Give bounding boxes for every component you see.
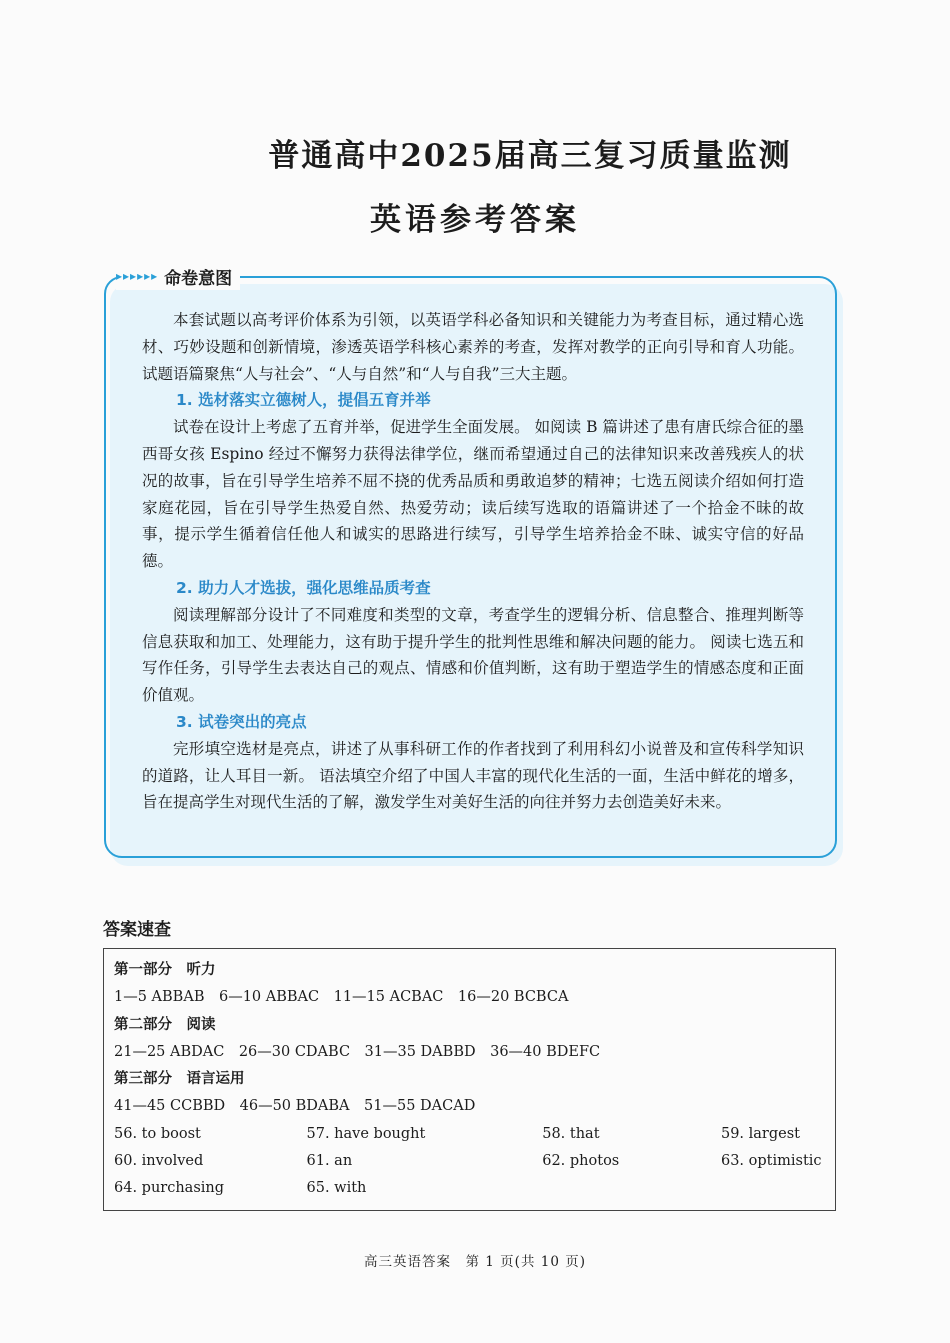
grammar-answer: 60. involved	[114, 1153, 204, 1170]
part1-title: 第一部分 听力	[114, 962, 216, 978]
section-text-1: 试卷在设计上考虑了五育并举，促进学生全面发展。 如阅读 B 篇讲述了患有唐氏综合征的墨西哥女孩 Espino 经过不懈努力获得法律学位，继而希望通过自己的法律知识来改善残疾人的状况的故事，旨在引导学生培养不屈不挠的优秀品质和勇敢追梦的精神；七选五阅读介绍如何打造家庭花园，旨在引导学生热爱自然、热爱劳动；读后续写选取的语篇讲述了一个拾金不昧的故事，提示学生循着信任他人和诚实的思路进行续写，引导学生培养拾金不昧、诚实守信的好品德。	[142, 418, 804, 571]
grammar-answer: 59. largest	[720, 1125, 800, 1142]
grammar-row	[114, 1175, 829, 1202]
section-text-3: 完形填空选材是亮点，讲述了从事科研工作的作者找到了利用科幻小说普及和宣传科学知识的道路，让人耳目一新。 语法填空介绍了中国人丰富的现代化生活的一面，生活中鲜花的增多，旨在提高学生对现代生活的了解，激发学生对美好生活的向往并努力去创造美好未来。	[142, 739, 804, 812]
grammar-answer: 56. to boost	[114, 1125, 201, 1142]
section-heading-2: 2. 助力人才选拔，强化思维品质考查	[176, 578, 431, 597]
grammar-row	[114, 1148, 829, 1175]
intent-title: 命卷意图	[164, 268, 233, 289]
intent-header	[116, 262, 240, 290]
part2-answers: 21—25 ABDAC 26—30 CDABC 31—35 DABBD 36—40 BDEFC	[114, 1043, 601, 1060]
arrows-icon: ▸▸▸▸▸▸	[116, 269, 159, 283]
part1-answers: 1—5 ABBAB 6—10 ABBAC 11—15 ACBAC 16—20 BCBCA	[114, 989, 569, 1006]
grammar-answer: 65. with	[306, 1180, 367, 1197]
grammar-answer: 57. have bought	[306, 1125, 426, 1142]
grammar-row	[114, 1121, 829, 1148]
intent-intro: 本套试题以高考评价体系为引领，以英语学科必备知识和关键能力为考查目标，通过精心选材、巧妙设题和创新情境，渗透英语学科核心素养的考查，发挥对教学的正向引导和育人功能。 试题语篇聚焦“人与社会”、“人与自然”和“人与自我”三大主题。	[142, 311, 804, 383]
section-text-2: 阅读理解部分设计了不同难度和类型的文章，考查学生的逻辑分析、信息整合、推理判断等信息获取和加工、处理能力，这有助于提升学生的批判性思维和解决问题的能力。 阅读七选五和写作任务，引导学生去表达自己的观点、情感和价值判断，这有助于塑造学生的情感态度和正面价值观。	[142, 605, 804, 705]
intent-body	[142, 307, 804, 816]
grammar-answer: 61. an	[306, 1153, 353, 1170]
part3-answers: 41—45 CCBBD 46—50 BDABA 51—55 DACAD	[114, 1098, 476, 1115]
page-subtitle: 英语参考答案	[370, 202, 580, 238]
section-heading-1: 1. 选材落实立德树人，提倡五育并举	[176, 391, 431, 410]
answers-box	[103, 948, 836, 1211]
grammar-answer	[542, 1175, 721, 1202]
grammar-answer: 63. optimistic	[720, 1153, 822, 1170]
section-heading-3: 3. 试卷突出的亮点	[176, 712, 307, 731]
grammar-answer: 58. that	[542, 1125, 600, 1142]
answers-title: 答案速查	[103, 920, 171, 940]
grammar-answer: 64. purchasing	[114, 1180, 225, 1197]
page-title: 普通高中2025届高三复习质量监测	[268, 138, 792, 174]
part2-title: 第二部分 阅读	[114, 1016, 216, 1033]
page-footer: 高三英语答案 第 1 页(共 10 页)	[364, 1254, 586, 1270]
grammar-answer	[721, 1175, 829, 1202]
part3-title: 第三部分 语言运用	[114, 1071, 245, 1088]
grammar-answer: 62. photos	[542, 1153, 620, 1170]
